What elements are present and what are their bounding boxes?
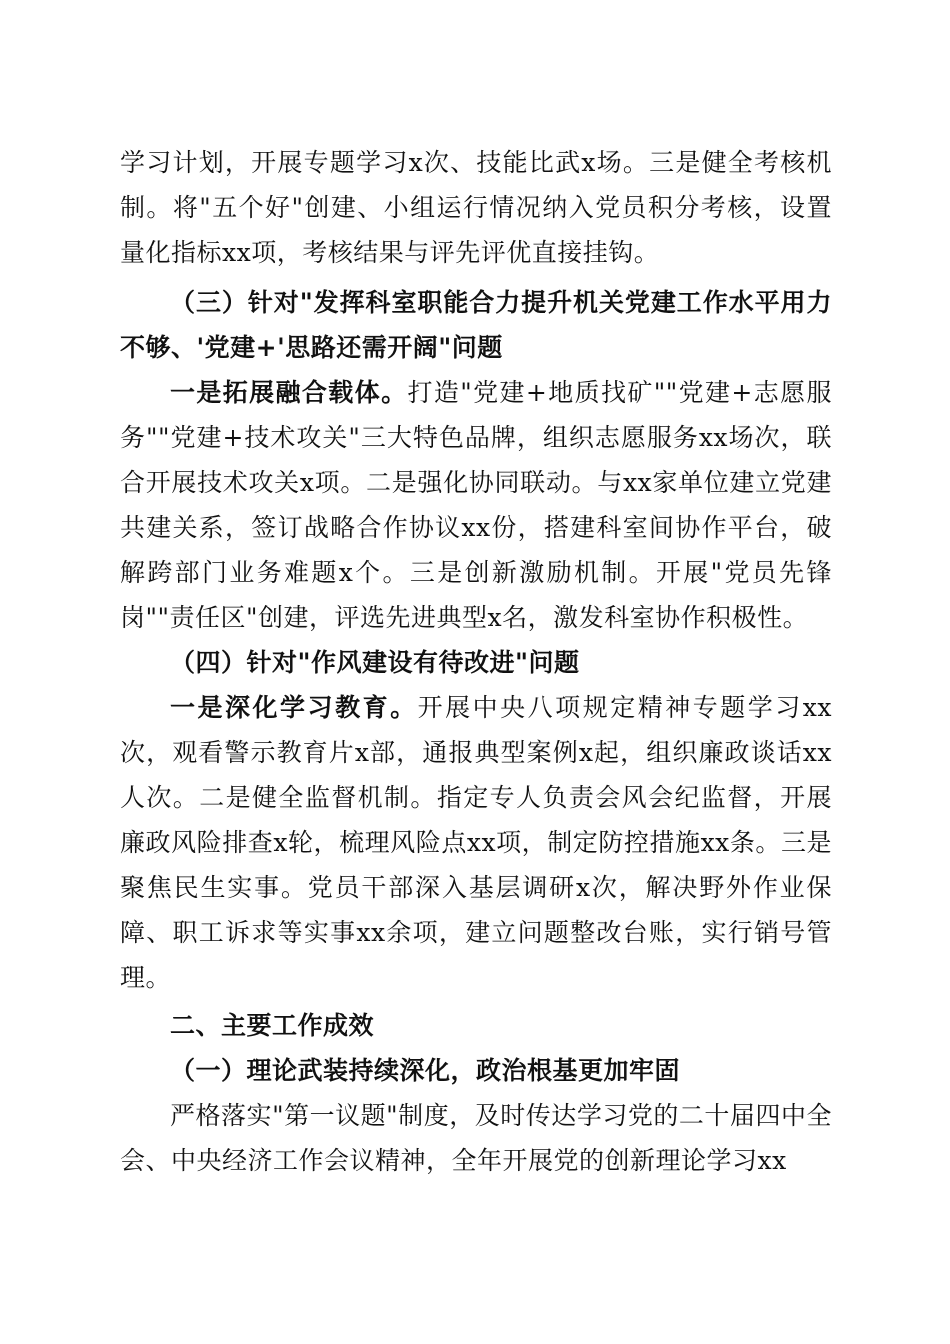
paragraph-continued: 学习计划，开展专题学习x次、技能比武x场。三是健全考核机制。将"五个好"创建、小组运行情况纳入党员积分考核，设置量化指标xx项，考核结果与评先评优直接挂钩。 xyxy=(120,148,832,267)
paragraph-three-body: 打造"党建+地质找矿""党建+志愿服务""党建+技术攻关"三大特色品牌，组织志愿服务xx场次，联合开展技术攻关x项。二是强化协同联动。与xx家单位建立党建共建关系，签订战略合作协议xx份，搭建科室间协作平台，破解跨部门业务难题x个。三是创新激励机制。开展"党员先锋岗""责任区"创建，评选先进典型x名，激发科室协作积极性。 xyxy=(120,378,832,632)
paragraph-four-lead: 一是深化学习教育。 xyxy=(170,693,418,722)
paragraph-four xyxy=(120,685,832,1000)
paragraph-three-lead: 一是拓展融合载体。 xyxy=(170,378,408,407)
subheading-one: （一）理论武装持续深化，政治根基更加牢固 xyxy=(170,1056,681,1085)
paragraph-four-body: 开展中央八项规定精神专题学习xx次，观看警示教育片x部，通报典型案例x起，组织廉政谈话xx人次。二是健全监督机制。指定专人负责会风会纪监督，开展廉政风险排查x轮，梳理风险点xx项，制定防控措施xx条。三是聚焦民生实事。党员干部深入基层调研x次，解决野外作业保障、职工诉求等实事xx余项，建立问题整改台账，实行销号管理。 xyxy=(120,693,832,992)
heading-three: （三）针对"发挥科室职能合力提升机关党建工作水平用力不够、'党建+'思路还需开阔"问题 xyxy=(120,288,832,362)
paragraph-three xyxy=(120,370,832,640)
section-heading-two: 二、主要工作成效 xyxy=(170,1011,375,1040)
paragraph-last: 严格落实"第一议题"制度，及时传达学习党的二十届四中全会、中央经济工作会议精神，全年开展党的创新理论学习xx xyxy=(120,1101,832,1175)
heading-four: （四）针对"作风建设有待改进"问题 xyxy=(170,648,580,677)
